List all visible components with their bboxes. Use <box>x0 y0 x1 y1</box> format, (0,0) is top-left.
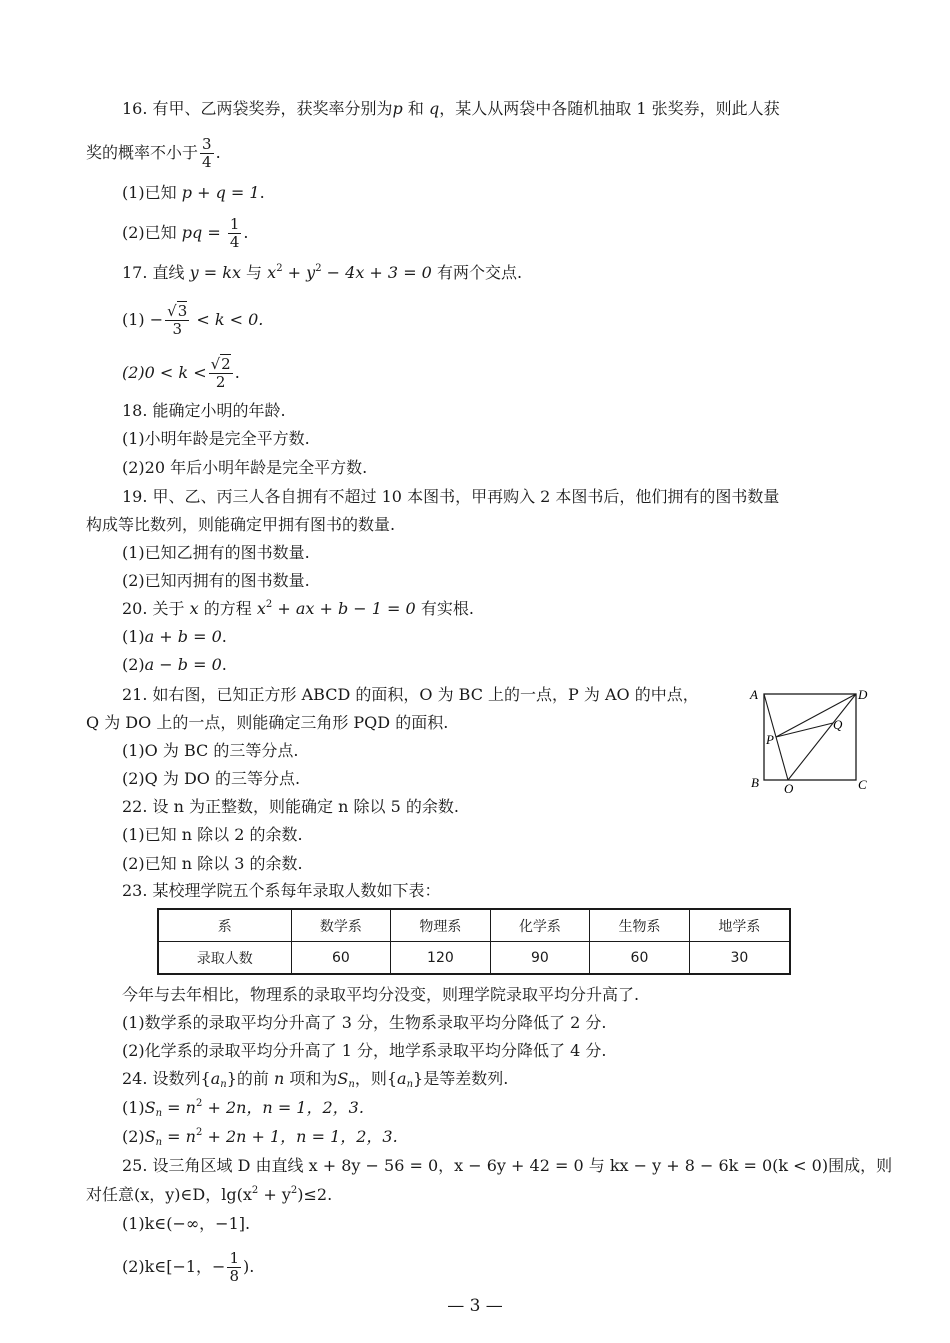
table-cell: 120 <box>391 942 491 975</box>
table-cell: 60 <box>590 942 690 975</box>
q18-condition-1: (1)小明年龄是完全平方数. <box>122 429 310 448</box>
q17-stem: 17. 直线 y = kx 与 $x^2 + y^2 - 4x + 3 = 0$ 有两个交点. <box>122 263 523 282</box>
q23-condition-2: (2)化学系的录取平均分升高了 1 分，地学系录取平均分降低了 4 分. <box>122 1041 607 1060</box>
label-d: D <box>858 687 868 702</box>
table-cell: 物理系 <box>391 909 491 942</box>
q18-condition-2: (2)20 年后小明年龄是完全平方数. <box>122 458 368 477</box>
label-o: O <box>784 781 794 796</box>
label-a: A <box>750 687 758 702</box>
table-cell: 化学系 <box>490 909 590 942</box>
q24-condition-1: $(1)S_n = n^2 + 2n$，n = 1，2，3. <box>122 1098 364 1119</box>
table-row <box>158 942 790 975</box>
q23-text: 今年与去年相比，物理系的录取平均分没变，则理学院录取平均分升高了. <box>122 985 640 1004</box>
fraction: $\frac{3}{4}$ <box>202 135 212 171</box>
q25-condition-2: (2)k∈[−1，− $\frac{1}{8}$ ). <box>122 1249 255 1285</box>
q19-stem-line1: 19. 甲、乙、丙三人各自拥有不超过 10 本图书，甲再购入 2 本图书后，他们拥有的图书数量 <box>122 487 780 506</box>
q25-condition-1: (1)k∈(−∞，−1]. <box>122 1214 251 1233</box>
square-figure <box>746 682 876 796</box>
table-cell: 数学系 <box>291 909 391 942</box>
table-cell: 地学系 <box>689 909 790 942</box>
q19-condition-2: (2)已知丙拥有的图书数量. <box>122 571 310 590</box>
q20-condition-1: (1)a + b = 0. <box>122 627 227 646</box>
segment-pq <box>776 723 833 737</box>
table-cell: 90 <box>490 942 590 975</box>
q19-condition-1: (1)已知乙拥有的图书数量. <box>122 543 310 562</box>
label-q: Q <box>833 717 843 732</box>
q25-stem-line1: 25. 设三角区域 D 由直线 x + 8y − 56 = 0，x − 6y + 42 = 0 与 kx − y + 8 − 6k = 0(k < 0)围成，则 <box>122 1156 893 1175</box>
table-header-row <box>158 909 790 942</box>
q16-stem-line1: 16. 有甲、乙两袋奖券，获奖率分别为p 和 q，某人从两袋中各随机抽取 1 张奖券，则此人获 <box>122 99 780 118</box>
segment-pd <box>776 694 856 737</box>
q23-stem: 23. 某校理学院五个系每年录取人数如下表： <box>122 881 441 900</box>
q22-stem: 22. 设 n 为正整数，则能确定 n 除以 5 的余数. <box>122 797 459 816</box>
q21-condition-1: (1)O 为 BC 的三等分点. <box>122 741 299 760</box>
q20-stem: 20. 关于 x 的方程 $x^2$ + ax + b − 1 = 0 有实根. <box>122 599 474 618</box>
fraction: $\frac{1}{4}$ <box>229 215 240 251</box>
q17-condition-1: (1) − $\frac{√3}{3}$ < k < 0. <box>122 302 264 338</box>
q25-stem-line2: 对任意(x，y)∈D，$\lg(x^2 + y^2)\le 2$. <box>86 1185 333 1204</box>
q21-stem-line2: Q 为 DO 上的一点，则能确定三角形 PQD 的面积. <box>86 713 449 732</box>
label-c: C <box>858 777 867 792</box>
q24-condition-2: $(2)S_n = n^2 + 2n + 1$，n = 1，2，3. <box>122 1127 398 1148</box>
q16-condition-2: (2)已知 pq = $\frac{1}{4}$ . <box>122 215 249 251</box>
table-cell: 系 <box>158 909 291 942</box>
fraction: $\frac{√2}{2}$ <box>210 355 231 391</box>
q21-condition-2: (2)Q 为 DO 的三等分点. <box>122 769 301 788</box>
q22-condition-2: (2)已知 n 除以 3 的余数. <box>122 854 303 873</box>
q21-stem-line1: 21. 如右图，已知正方形 ABCD 的面积，O 为 BC 上的一点，P 为 AO 的中点， <box>122 685 699 704</box>
q18-stem: 18. 能确定小明的年龄. <box>122 401 286 420</box>
q23-condition-1: (1)数学系的录取平均分升高了 3 分，生物系录取平均分降低了 2 分. <box>122 1013 607 1032</box>
q17-condition-2: (2)0 < k < $\frac{√2}{2}$ . <box>122 355 240 391</box>
fraction: $\frac{√3}{3}$ <box>167 302 188 338</box>
table-cell: 60 <box>291 942 391 975</box>
page-number: — 3 — <box>447 1296 503 1316</box>
label-b: B <box>751 775 759 790</box>
fraction: $\frac{1}{8}$ <box>229 1249 239 1285</box>
q24-stem: 24. 设数列$\{a_n\}$的前 n 项和为$S_n$，则$\{a_n\}$是等差数列. <box>122 1069 509 1090</box>
q22-condition-1: (1)已知 n 除以 2 的余数. <box>122 825 303 844</box>
table-cell: 录取人数 <box>158 942 291 975</box>
segment-do <box>788 694 856 780</box>
q16-condition-1: (1)已知 p + q = 1. <box>122 183 265 202</box>
label-p: P <box>766 732 774 747</box>
q20-condition-2: (2)a − b = 0. <box>122 655 227 674</box>
table-cell: 生物系 <box>590 909 690 942</box>
enrollment-table <box>157 908 791 975</box>
q19-stem-line2: 构成等比数列，则能确定甲拥有图书的数量. <box>86 515 396 534</box>
q16-stem-line2: 奖的概率不小于 $\frac{3}{4}$ . <box>86 135 221 171</box>
table-cell: 30 <box>689 942 790 975</box>
